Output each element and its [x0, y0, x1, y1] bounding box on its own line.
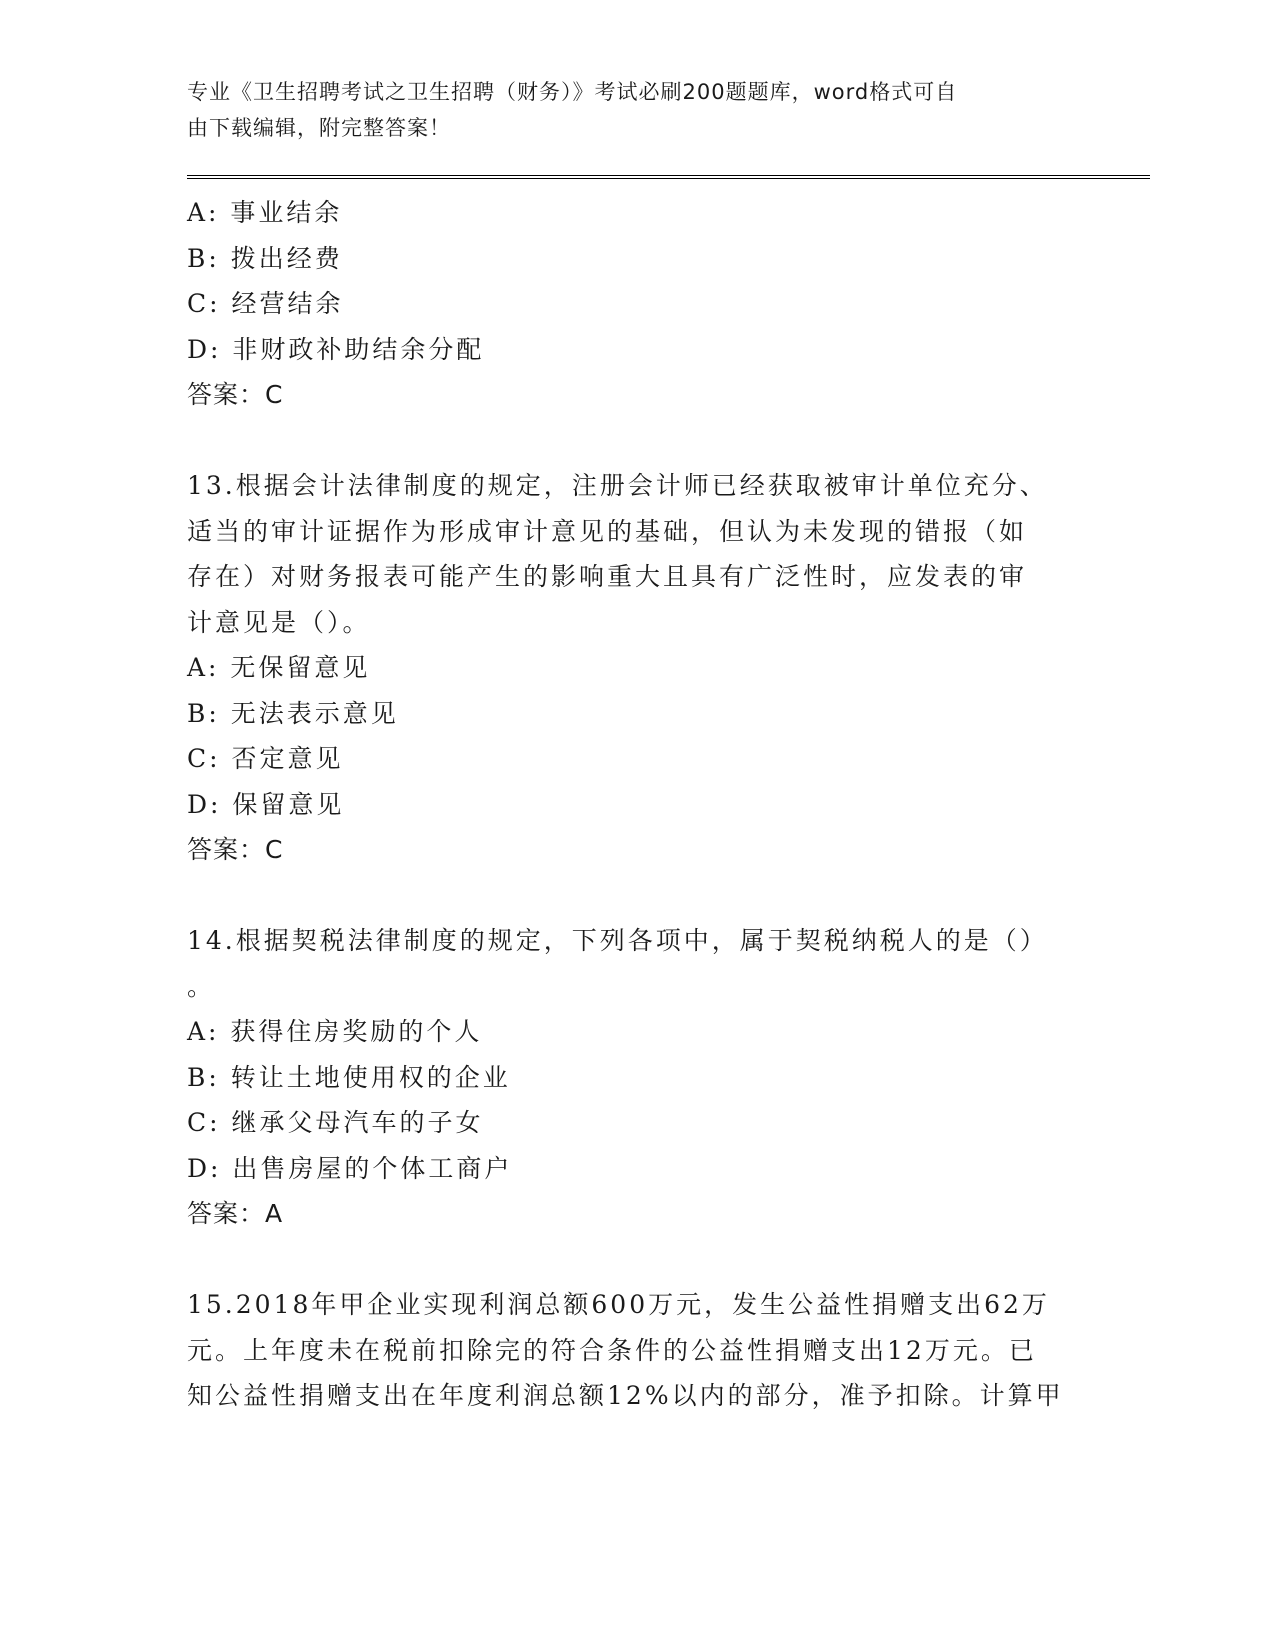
spacer	[187, 418, 1087, 464]
question-14	[187, 918, 1087, 1237]
question-text-line: 13.根据会计法律制度的规定，注册会计师已经获取被审计单位充分、	[187, 471, 1048, 500]
question-text-line: 计意见是（）。	[187, 607, 371, 637]
spacer	[187, 873, 1087, 919]
header-line-2: 由下载编辑，附完整答案！	[187, 116, 451, 140]
question-15	[187, 1282, 1087, 1419]
question-text-line: 知公益性捐赠支出在年度利润总额12%以内的部分，准予扣除。计算甲	[187, 1381, 1064, 1410]
question-text-line: 存在）对财务报表可能产生的影响重大且具有广泛性时，应发表的审	[187, 562, 1028, 591]
option-a: A: 无保留意见	[187, 653, 371, 682]
answer-label: 答案：C	[187, 835, 284, 864]
question-text-line: 14.根据契税法律制度的规定，下列各项中，属于契税纳税人的是（）	[187, 926, 1048, 955]
question-content	[187, 190, 1087, 1419]
question-text-line: 15.2018年甲企业实现利润总额600万元，发生公益性捐赠支出62万	[187, 1290, 1050, 1319]
option-b: B: 无法表示意见	[187, 698, 399, 728]
option-d: D: 出售房屋的个体工商户	[187, 1153, 513, 1183]
question-text-line: 元。上年度未在税前扣除完的符合条件的公益性捐赠支出12万元。已	[187, 1335, 1037, 1365]
option-c: C: 经营结余	[187, 289, 344, 318]
question-13	[187, 463, 1087, 873]
answer-label: 答案：C	[187, 380, 284, 409]
option-b: B: 转让土地使用权的企业	[187, 1062, 511, 1092]
header-line-1: 专业《卫生招聘考试之卫生招聘（财务）》考试必刷200题题库，word格式可自	[187, 80, 958, 104]
option-d: D: 非财政补助结余分配	[187, 334, 485, 364]
header-divider	[187, 175, 1150, 179]
option-b: B: 拨出经费	[187, 243, 343, 273]
option-a: A: 获得住房奖励的个人	[187, 1017, 483, 1046]
previous-question-block	[187, 190, 1087, 418]
option-c: C: 继承父母汽车的子女	[187, 1108, 484, 1137]
option-c: C: 否定意见	[187, 744, 344, 773]
question-text-line: 。	[187, 971, 216, 1001]
option-a: A: 事业结余	[187, 198, 343, 227]
document-header	[187, 74, 1067, 146]
question-text-line: 适当的审计证据作为形成审计意见的基础，但认为未发现的错报（如	[187, 516, 1028, 546]
answer-label: 答案：A	[187, 1199, 284, 1228]
spacer	[187, 1237, 1087, 1283]
option-d: D: 保留意见	[187, 789, 345, 819]
